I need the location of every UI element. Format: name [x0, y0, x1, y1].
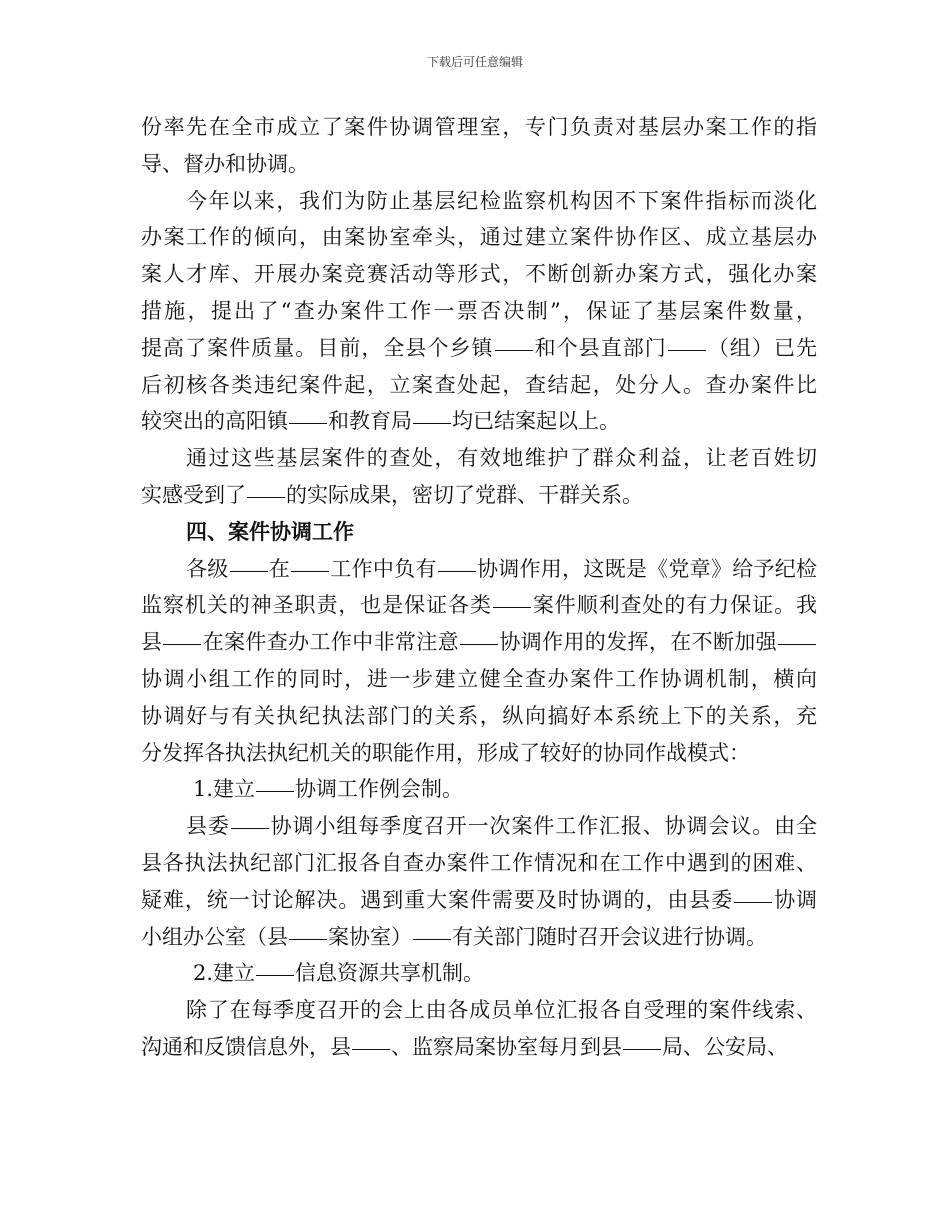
text-line: 后初核各类违纪案件起，立案查处起，查结起，处分人。查办案件比: [141, 372, 817, 397]
text-line: 较突出的高阳镇 和教育局 均已结案起以上。: [141, 409, 620, 434]
fill-in-blank: [247, 496, 285, 498]
text-line: 通过这些基层案件的查处，有效地维护了群众利益，让老百姓切: [186, 446, 817, 471]
text-line: 份率先在全市成立了案件协调管理室，专门负责对基层办案工作的指: [141, 115, 817, 139]
text-line: 疑难，统一讨论解决。遇到重大案件需要及时协调的，由县委 协调: [141, 887, 818, 912]
fill-in-blank: [352, 1048, 390, 1050]
text-line: 提高了案件质量。目前，全县个乡镇 和个县直部门 （组）已先: [141, 335, 818, 360]
fill-in-blank: [493, 606, 531, 608]
fill-in-blank: [778, 643, 816, 645]
text-line: 分发挥各执法执纪机关的职能作用，形成了较好的协同作战模式：: [141, 740, 750, 765]
page-header: 下载后可任意编辑: [426, 55, 523, 69]
fill-in-blank: [734, 901, 772, 903]
fill-in-blank: [289, 938, 327, 940]
fill-in-blank: [460, 643, 498, 645]
numbered-item: 1.建立 协调工作例会制。: [193, 777, 464, 802]
text-line: 除了在每季度召开的会上由各成员单位汇报各自受理的案件线索、: [186, 998, 817, 1023]
text-line: 沟通和反馈信息外，县 、监察局案协室每月到县 局、公安局、: [141, 1034, 788, 1059]
fill-in-blank: [291, 570, 329, 572]
fill-in-blank: [256, 790, 294, 792]
text-line: 协调好与有关执纪执法部门的关系，纵向搞好本系统上下的关系，充: [141, 703, 817, 728]
document-body: [141, 109, 817, 1066]
fill-in-blank: [438, 570, 476, 572]
text-line: 今年以来，我们为防止基层纪检监察机构因不下案件指标而淡化: [186, 188, 817, 213]
text-line: 小组办公室（县 案协室） 有关部门随时召开会议进行协调。: [141, 924, 767, 949]
text-line: 实感受到了 的实际成果，密切了党群、干群关系。: [141, 482, 643, 507]
fill-in-blank: [163, 643, 201, 645]
fill-in-blank: [668, 349, 706, 351]
fill-in-blank: [230, 570, 268, 572]
fill-in-blank: [495, 349, 533, 351]
text-line: 县各执法执纪部门汇报各自查办案件工作情况和在工作中遇到的困难、: [141, 850, 817, 875]
text-line: 办案工作的倾向，由案协室牵头，通过建立案件协作区、成立基层办: [141, 225, 817, 250]
fill-in-blank: [623, 1048, 661, 1050]
fill-in-blank: [231, 827, 269, 829]
section-heading: 四、案件协调工作: [186, 518, 354, 544]
text-line: 县 在案件查办工作中非常注意 协调作用的发挥，在不断加强: [141, 624, 817, 661]
text-line: 监察机关的神圣职责，也是保证各类 案件顺利查处的有力保证。我: [141, 593, 818, 618]
text-line: 导、督办和协调。: [141, 151, 309, 176]
fill-in-blank: [256, 974, 294, 976]
text-line: 协调小组工作的同时，进一步建立健全查办案件工作协调机制，横向: [141, 666, 817, 691]
text-line: 措施，提出了“查办案件工作一票否决制”，保证了基层案件数量，: [141, 298, 817, 323]
fill-in-blank: [413, 422, 451, 424]
text-line: 县委 协调小组每季度召开一次案件工作汇报、协调会议。由全: [186, 814, 818, 839]
fill-in-blank: [413, 938, 451, 940]
text-line: 各级 在 工作中负有 协调作用，这既是《党章》给予纪检: [186, 556, 818, 581]
text-line: 案人才库、开展办案竞赛活动等形式，不断创新办案方式，强化办案: [141, 262, 817, 287]
fill-in-blank: [289, 422, 327, 424]
numbered-item: 2.建立 信息资源共享机制。: [193, 961, 485, 986]
